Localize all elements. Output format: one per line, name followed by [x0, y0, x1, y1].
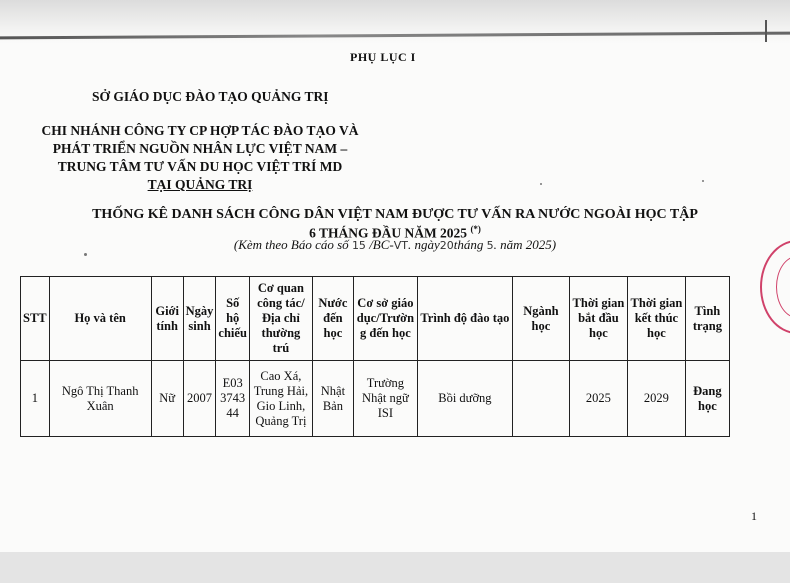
day-handwritten: 20	[439, 239, 454, 252]
appendix-label: PHỤ LỤC I	[350, 50, 416, 64]
header-dob: Ngày sinh	[183, 277, 216, 361]
header-passport: Số hộ chiếu	[216, 277, 249, 361]
scan-speck	[540, 183, 542, 185]
cell-passport: E03 3743 44	[216, 361, 249, 437]
cell-school: Trường Nhật ngữ ISI	[353, 361, 417, 437]
report-code-handwritten: VT	[393, 239, 408, 252]
header-stt: STT	[21, 277, 50, 361]
cell-stt: 1	[21, 361, 50, 437]
header-gender: Giới tính	[151, 277, 183, 361]
cell-workplace: Cao Xá, Trung Hải, Gio Linh, Quảng Trị	[249, 361, 312, 437]
header-status: Tình trạng	[685, 277, 729, 361]
department-name: SỞ GIÁO DỤC ĐÀO TẠO QUẢNG TRỊ	[92, 89, 329, 104]
cell-major	[512, 361, 569, 437]
header-major: Ngành học	[512, 277, 569, 361]
header-end: Thời gian kết thúc học	[627, 277, 685, 361]
cell-dob: 2007	[183, 361, 216, 437]
cell-level: Bồi dưỡng	[417, 361, 512, 437]
organization-line-2: PHÁT TRIỂN NGUỒN NHÂN LỰC VIỆT NAM –	[52, 141, 348, 156]
report-number-handwritten: 15	[351, 239, 366, 252]
report-title-line-2: 6 THÁNG ĐẦU NĂM 2025 (*)	[309, 224, 481, 241]
organization-line-4: TẠI QUẢNG TRỊ	[147, 177, 253, 192]
attachment-note: (Kèm theo Báo cáo số 15 /BC-VT. ngày20tháng 5. năm 2025)	[233, 237, 557, 252]
cell-end: 2029	[627, 361, 685, 437]
organization-line-3: TRUNG TÂM TƯ VẤN DU HỌC VIỆT TRÍ MD	[57, 159, 343, 174]
viewer-bottom-band	[0, 552, 790, 583]
cell-name: Ngô Thị Thanh Xuân	[49, 361, 151, 437]
cell-country: Nhật Bản	[312, 361, 353, 437]
month-handwritten: 5	[486, 239, 494, 252]
table-row	[21, 361, 730, 437]
organization-line-1: CHI NHÁNH CÔNG TY CP HỢP TÁC ĐÀO TẠO VÀ	[41, 123, 359, 138]
header-start: Thời gian bắt đầu học	[569, 277, 627, 361]
scan-mark	[765, 20, 767, 42]
scan-speck	[702, 180, 704, 182]
report-title-line-1: THỐNG KÊ DANH SÁCH CÔNG DÂN VIỆT NAM ĐƯỢC TƯ VẤN RA NƯỚC NGOÀI HỌC TẬP	[92, 207, 698, 222]
header-workplace: Cơ quan công tác/ Địa chỉ thường trú	[249, 277, 312, 361]
table-header-row	[21, 277, 730, 361]
header-level: Trình độ đào tạo	[417, 277, 512, 361]
header-school: Cơ sở giáo dục/Trườn g đến học	[353, 277, 417, 361]
cell-status: Đang học	[685, 361, 729, 437]
cell-gender: Nữ	[151, 361, 183, 437]
header-country: Nước đến học	[312, 277, 353, 361]
page-number: 1	[751, 509, 757, 523]
student-table	[20, 276, 730, 437]
header-name: Họ và tên	[49, 277, 151, 361]
cell-start: 2025	[569, 361, 627, 437]
scan-speck	[84, 253, 87, 256]
